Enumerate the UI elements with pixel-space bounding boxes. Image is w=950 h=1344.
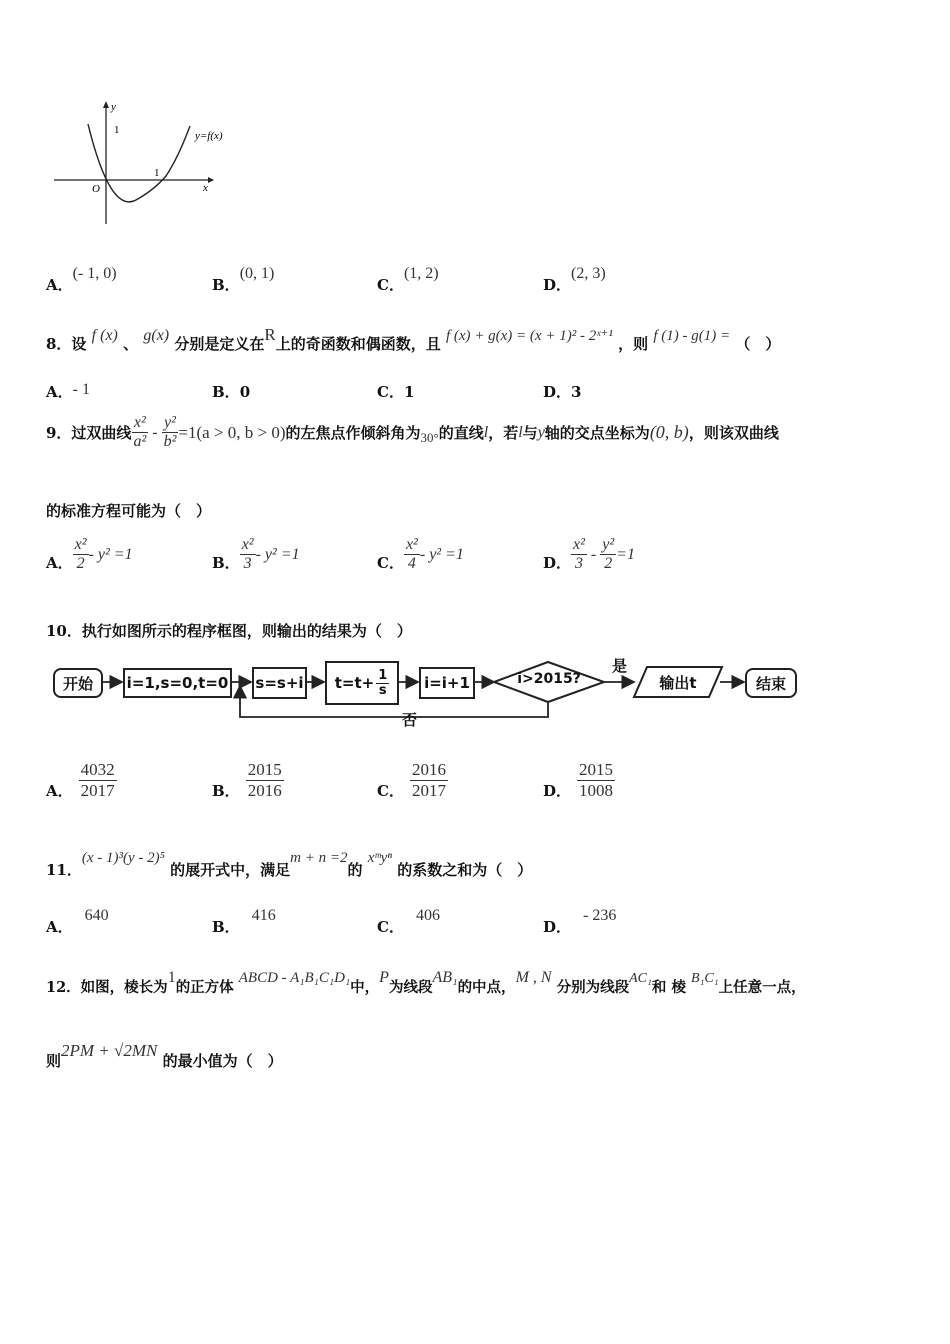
- option-value: (1, 2): [403, 265, 439, 282]
- graph-root-label: 1: [154, 167, 160, 179]
- q11-expression: (x - 1)³(y - 2)⁵: [81, 850, 165, 866]
- q9-text6: ，则该双曲线: [688, 424, 779, 443]
- option-letter: D．: [543, 918, 572, 936]
- q9-option-c[interactable]: [377, 536, 464, 574]
- option-rest: - y² =1: [255, 545, 300, 563]
- q9-text3: ，若: [488, 424, 519, 443]
- q12-line2: [46, 1040, 283, 1070]
- q9-condition: =1(a > 0, b > 0): [178, 422, 286, 442]
- option-rest: =1: [616, 545, 635, 563]
- q12-line2-suffix: 的最小值为（ ）: [162, 1052, 283, 1070]
- option-value: 3: [571, 383, 582, 401]
- q8-stem: [46, 324, 781, 353]
- option-value: - 236: [583, 907, 617, 924]
- q9-l: l: [483, 423, 489, 441]
- q10-stem: 10．执行如图所示的程序框图，则输出的结果为（ ）: [46, 622, 412, 640]
- option-value: 640: [84, 907, 109, 924]
- q7-option-c[interactable]: [377, 262, 439, 294]
- graph-one-label: 1: [114, 124, 120, 136]
- option-value: 416: [251, 907, 276, 924]
- q8-equation: f (x) + g(x) = (x + 1)² - 2ˣ⁺¹: [445, 328, 613, 344]
- q11-option-d[interactable]: [543, 904, 617, 936]
- option-letter: D．: [543, 276, 572, 294]
- q12-text3: 为线段: [388, 979, 433, 996]
- q8-mid2: 上的奇函数和偶函数，且: [275, 335, 441, 353]
- q10-option-b[interactable]: [212, 760, 284, 800]
- option-rest: - y² =1: [419, 545, 464, 563]
- q9-frac-y: $\frac{\text{y²}}{\text{b²}}$: [163, 414, 177, 451]
- flow-t-frac: $\frac{1}{s}$: [378, 667, 388, 698]
- q9-option-a[interactable]: [46, 536, 133, 574]
- q7-option-d[interactable]: [543, 262, 606, 294]
- option-value: - 1: [72, 381, 90, 398]
- flow-t-update: [325, 661, 399, 705]
- q10-option-c[interactable]: [377, 760, 448, 800]
- q9-stem: 9．过双曲线 $\frac{\text{x²}}{\text{a²}}$ - $\frac{\text{y²}}{\text{b²}}$ =1(a > 0, b > 0) 的左焦点作倾斜角为 30° 的直线 l ，若 l 与 y 轴的交点坐标为 (0, b) ，则该双曲线: [46, 414, 779, 451]
- option-letter: A．: [46, 918, 73, 936]
- q10-option-d[interactable]: [543, 760, 615, 800]
- q8-expression: f (1) - g(1) =: [653, 328, 731, 344]
- q12-text4: 的中点，: [457, 979, 516, 996]
- q11-stem: [46, 846, 533, 879]
- option-value: (0, 1): [239, 265, 275, 282]
- q8-option-b[interactable]: [212, 381, 250, 402]
- q9-frac-x: $\frac{\text{x²}}{\text{a²}}$: [133, 414, 147, 451]
- q9-l2: l: [518, 423, 523, 441]
- q7-option-b[interactable]: [212, 262, 275, 294]
- q12-seg2: AC₁: [629, 971, 652, 986]
- q9-text4: 与: [522, 424, 538, 443]
- graph-func-label: y=f(x): [195, 130, 223, 142]
- option-letter: C．: [377, 781, 404, 800]
- flowchart: [0, 655, 950, 730]
- option-frac: $\frac{\text{x²}}{3}$: [241, 536, 254, 573]
- q11-text1: 的展开式中，满足: [170, 861, 291, 879]
- q8-mid: 分别是定义在: [174, 335, 265, 353]
- option-letter: C．: [377, 554, 404, 573]
- option-letter: B．: [212, 781, 240, 800]
- flow-output: 输出t: [659, 674, 697, 692]
- option-value: (- 1, 0): [72, 265, 117, 282]
- q11-term: xᵐyⁿ: [367, 850, 392, 866]
- option-rest: - y² =1: [88, 545, 133, 563]
- option-letter: D．: [543, 781, 572, 800]
- q9-option-d[interactable]: D． $\frac{\text{x²}}{3}$ - $\frac{\text{y²}}{2}$ =1: [543, 536, 635, 573]
- option-value: 0: [239, 383, 251, 401]
- q8-prefix: 8．设: [46, 335, 87, 353]
- option-letter: D．: [543, 383, 572, 401]
- option-value: 406: [415, 907, 440, 924]
- graph-x-label: x: [203, 182, 208, 194]
- option-frac: $\frac{4032}{2017}$: [80, 760, 115, 800]
- option-value: (2, 3): [571, 265, 606, 282]
- option-letter: B．: [212, 383, 240, 401]
- q12-expression: 2PM + √2MN: [61, 1041, 158, 1060]
- q8-paren: （ ）: [735, 335, 781, 353]
- graph-x-arrow: [208, 177, 214, 183]
- q11-option-b[interactable]: [212, 904, 276, 936]
- q8-option-c[interactable]: [377, 381, 414, 402]
- q8-g: g(x): [143, 327, 170, 344]
- q12-text6: 和 棱: [651, 979, 686, 996]
- q12-seg3: B₁C₁: [691, 971, 719, 986]
- q12-text7: 上任意一点，: [718, 979, 806, 996]
- q12-text1: 的正方体: [175, 979, 234, 996]
- q11-condition: m + n =2: [290, 850, 348, 866]
- q7-option-a[interactable]: [46, 262, 117, 294]
- q9-text2: 的直线: [438, 424, 484, 443]
- q8-f: f (x): [91, 327, 118, 344]
- q11-prefix: 11．: [46, 861, 82, 879]
- q12-P: P: [379, 969, 389, 986]
- flow-i-update: i=i+1: [419, 667, 475, 699]
- option-letter: A．: [46, 383, 73, 401]
- q9-yaxis: y: [537, 423, 545, 441]
- graph-y-label: y: [111, 101, 116, 113]
- q8-sep: 、: [123, 335, 139, 353]
- q12-stem: [46, 966, 806, 996]
- q12-text2: 中，: [350, 979, 380, 996]
- flow-condition: i>2015?: [517, 671, 581, 687]
- q8-R: R: [264, 325, 276, 344]
- q9-point: (0, b): [649, 422, 689, 443]
- q12-text5: 分别为线段: [556, 979, 630, 996]
- q8-option-a[interactable]: [46, 378, 90, 399]
- flow-end: 结束: [745, 668, 797, 698]
- option-letter: A．: [46, 781, 73, 800]
- option-frac: $\frac{\text{x²}}{4}$: [405, 536, 418, 573]
- function-graph: [48, 96, 248, 236]
- q11-option-c[interactable]: [377, 904, 440, 936]
- option-frac: $\frac{2016}{2017}$: [411, 760, 446, 800]
- option-frac: $\frac{\text{x²}}{3}$: [573, 536, 585, 573]
- q12-prefix: 12．如图，棱长为: [46, 979, 168, 996]
- q11-option-a[interactable]: [46, 904, 109, 936]
- option-letter: C．: [377, 383, 404, 401]
- option-letter: B．: [212, 918, 240, 936]
- flow-s-update: s=s+i: [252, 667, 307, 699]
- option-frac: $\frac{2015}{1008}$: [579, 760, 614, 800]
- q12-seg1: AB₁: [432, 969, 458, 986]
- option-frac: $\frac{\text{x²}}{2}$: [74, 536, 87, 573]
- q12-line2-prefix: 则: [46, 1052, 62, 1070]
- option-letter: B．: [212, 276, 240, 294]
- option-frac-y: $\frac{\text{y²}}{2}$: [602, 536, 615, 573]
- q9-prefix: 9．过双曲线: [46, 424, 132, 443]
- q9-text1: 的左焦点作倾斜角为: [285, 424, 421, 443]
- flow-start: 开始: [53, 668, 103, 698]
- flow-no: 否: [402, 711, 418, 729]
- q9-line2: 的标准方程可能为（ ）: [46, 502, 212, 520]
- option-letter: D．: [543, 554, 572, 573]
- q9-angle: 30°: [420, 429, 439, 445]
- option-letter: A．: [46, 554, 73, 573]
- flow-t-text: t=t+: [334, 674, 375, 692]
- q12-MN: M , N: [515, 969, 552, 986]
- q11-text2: 的: [347, 861, 363, 879]
- q12-cube: ABCD - A₁B₁C₁D₁: [238, 970, 351, 986]
- flow-yes: 是: [612, 657, 628, 675]
- q9-text5: 轴的交点坐标为: [544, 424, 650, 443]
- flow-init: i=1,s=0,t=0: [123, 668, 232, 698]
- q8-then: ，则: [618, 335, 649, 353]
- q10-option-a[interactable]: [46, 760, 117, 800]
- option-letter: C．: [377, 918, 404, 936]
- graph-y-arrow: [103, 101, 109, 108]
- graph-curve: [88, 124, 190, 202]
- q11-text3: 的系数之和为（ ）: [397, 861, 533, 879]
- option-letter: A．: [46, 276, 73, 294]
- q12-edge: 1: [167, 969, 176, 986]
- option-frac: $\frac{2015}{2016}$: [247, 760, 282, 800]
- graph-origin-label: O: [92, 183, 100, 195]
- option-value: 1: [403, 383, 415, 401]
- q9-option-b[interactable]: [212, 536, 300, 574]
- option-letter: C．: [377, 276, 404, 294]
- q8-option-d[interactable]: [543, 381, 581, 402]
- option-letter: B．: [212, 554, 240, 573]
